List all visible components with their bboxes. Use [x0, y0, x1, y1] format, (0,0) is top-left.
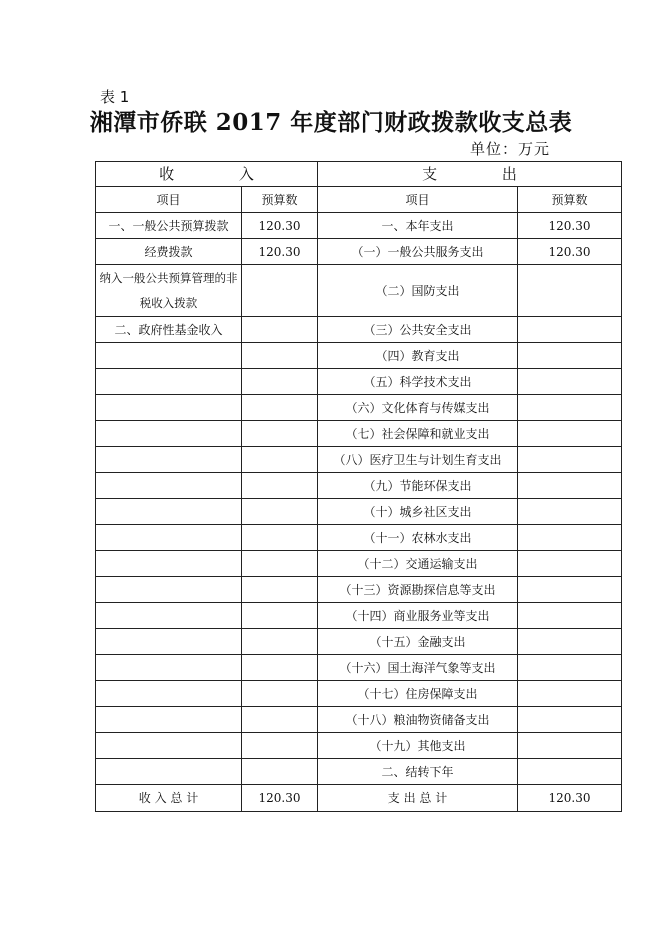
expense-budget-cell: 120.30 — [518, 239, 622, 265]
income-budget-cell — [242, 577, 318, 603]
table-row — [96, 551, 622, 577]
income-budget-cell — [242, 655, 318, 681]
income-budget-cell — [242, 759, 318, 785]
table-row — [96, 655, 622, 681]
expense-item-cell: （四）教育支出 — [318, 343, 518, 369]
expense-budget-cell — [518, 499, 622, 525]
income-item-cell — [96, 369, 242, 395]
table-row — [96, 265, 622, 317]
table-row — [96, 473, 622, 499]
expense-budget-cell — [518, 395, 622, 421]
expense-item-cell: 二、结转下年 — [318, 759, 518, 785]
expense-budget-cell — [518, 317, 622, 343]
table-row — [96, 681, 622, 707]
unit-label: 单位：万元 — [470, 140, 551, 158]
expense-item-cell: （二）国防支出 — [318, 265, 518, 317]
income-item-cell — [96, 343, 242, 369]
expense-budget-cell — [518, 629, 622, 655]
income-budget-cell: 120.30 — [242, 239, 318, 265]
table-row — [96, 759, 622, 785]
total-row — [96, 785, 622, 812]
income-budget-cell — [242, 551, 318, 577]
expense-item-cell: （十八）粮油物资储备支出 — [318, 707, 518, 733]
income-item-cell: 一、一般公共预算拨款 — [96, 213, 242, 239]
table-row — [96, 369, 622, 395]
expense-total-value: 120.30 — [518, 785, 622, 812]
table-row — [96, 213, 622, 239]
table-row — [96, 525, 622, 551]
income-budget-cell — [242, 499, 318, 525]
income-item-cell — [96, 395, 242, 421]
table-row — [96, 577, 622, 603]
income-item-cell — [96, 681, 242, 707]
budget-summary-table — [95, 161, 622, 812]
column-header-row — [96, 187, 622, 213]
expense-item-cell: （十一）农林水支出 — [318, 525, 518, 551]
section-header-row — [96, 162, 622, 187]
income-total-value: 120.30 — [242, 785, 318, 812]
income-item-cell — [96, 603, 242, 629]
income-budget-cell — [242, 473, 318, 499]
expense-budget-cell — [518, 577, 622, 603]
expense-item-cell: （八）医疗卫生与计划生育支出 — [318, 447, 518, 473]
expense-budget-cell — [518, 655, 622, 681]
income-budget-cell — [242, 317, 318, 343]
expense-budget-cell: 120.30 — [518, 213, 622, 239]
expense-item-cell: （七）社会保障和就业支出 — [318, 421, 518, 447]
expense-budget-cell — [518, 733, 622, 759]
expense-budget-cell — [518, 759, 622, 785]
expense-item-cell: （五）科学技术支出 — [318, 369, 518, 395]
table-row — [96, 629, 622, 655]
income-budget-cell — [242, 629, 318, 655]
expense-item-cell: （九）节能环保支出 — [318, 473, 518, 499]
expense-budget-cell — [518, 707, 622, 733]
page-title: 湘潭市侨联 2017 年度部门财政拨款收支总表 — [89, 109, 573, 136]
income-item-cell — [96, 577, 242, 603]
expense-item-cell: （三）公共安全支出 — [318, 317, 518, 343]
income-budget-cell — [242, 265, 318, 317]
expense-item-cell: 一、本年支出 — [318, 213, 518, 239]
expense-budget-cell — [518, 473, 622, 499]
income-item-cell: 二、政府性基金收入 — [96, 317, 242, 343]
expense-total-label: 支 出 总 计 — [318, 785, 518, 812]
expense-item-cell: （十四）商业服务业等支出 — [318, 603, 518, 629]
table-row — [96, 317, 622, 343]
expense-budget-cell — [518, 525, 622, 551]
expense-budget-cell — [518, 551, 622, 577]
income-item-cell — [96, 733, 242, 759]
expense-item-cell: （十六）国土海洋气象等支出 — [318, 655, 518, 681]
income-budget-cell — [242, 369, 318, 395]
income-item-cell: 经费拨款 — [96, 239, 242, 265]
table-row — [96, 395, 622, 421]
expense-budget-cell — [518, 681, 622, 707]
income-item-cell — [96, 551, 242, 577]
income-budget-cell — [242, 421, 318, 447]
income-budget-cell — [242, 603, 318, 629]
table-row — [96, 421, 622, 447]
income-item-cell — [96, 421, 242, 447]
expense-budget-cell — [518, 447, 622, 473]
expense-item-cell: （十九）其他支出 — [318, 733, 518, 759]
table-number-label: 表 1 — [100, 88, 130, 106]
expense-section-header: 支 出 — [318, 162, 622, 187]
expense-item-cell: （一）一般公共服务支出 — [318, 239, 518, 265]
table-row — [96, 447, 622, 473]
table-row — [96, 343, 622, 369]
income-item-cell — [96, 707, 242, 733]
table-row — [96, 707, 622, 733]
income-budget-column-header: 预算数 — [242, 187, 318, 213]
income-item-cell — [96, 655, 242, 681]
table-row — [96, 239, 622, 265]
expense-item-cell: （十七）住房保障支出 — [318, 681, 518, 707]
expense-budget-cell — [518, 421, 622, 447]
table-row — [96, 603, 622, 629]
income-budget-cell — [242, 707, 318, 733]
expense-budget-cell — [518, 603, 622, 629]
income-section-header: 收 入 — [96, 162, 318, 187]
income-item-column-header: 项目 — [96, 187, 242, 213]
income-item-cell — [96, 629, 242, 655]
income-budget-cell — [242, 733, 318, 759]
expense-item-cell: （十）城乡社区支出 — [318, 499, 518, 525]
income-budget-cell — [242, 343, 318, 369]
income-budget-cell — [242, 525, 318, 551]
expense-item-cell: （十三）资源勘探信息等支出 — [318, 577, 518, 603]
income-budget-cell: 120.30 — [242, 213, 318, 239]
table-row — [96, 733, 622, 759]
income-item-cell — [96, 525, 242, 551]
expense-item-column-header: 项目 — [318, 187, 518, 213]
expense-item-cell: （六）文化体育与传媒支出 — [318, 395, 518, 421]
income-item-cell — [96, 759, 242, 785]
table-row — [96, 499, 622, 525]
expense-budget-cell — [518, 265, 622, 317]
income-item-cell — [96, 473, 242, 499]
income-budget-cell — [242, 447, 318, 473]
income-total-label: 收 入 总 计 — [96, 785, 242, 812]
income-item-cell — [96, 447, 242, 473]
income-item-cell: 纳入一般公共预算管理的非税收入拨款 — [96, 265, 242, 317]
table-body — [96, 213, 622, 785]
expense-item-cell: （十二）交通运输支出 — [318, 551, 518, 577]
expense-item-cell: （十五）金融支出 — [318, 629, 518, 655]
expense-budget-column-header: 预算数 — [518, 187, 622, 213]
expense-budget-cell — [518, 343, 622, 369]
income-item-cell — [96, 499, 242, 525]
income-budget-cell — [242, 395, 318, 421]
income-budget-cell — [242, 681, 318, 707]
expense-budget-cell — [518, 369, 622, 395]
